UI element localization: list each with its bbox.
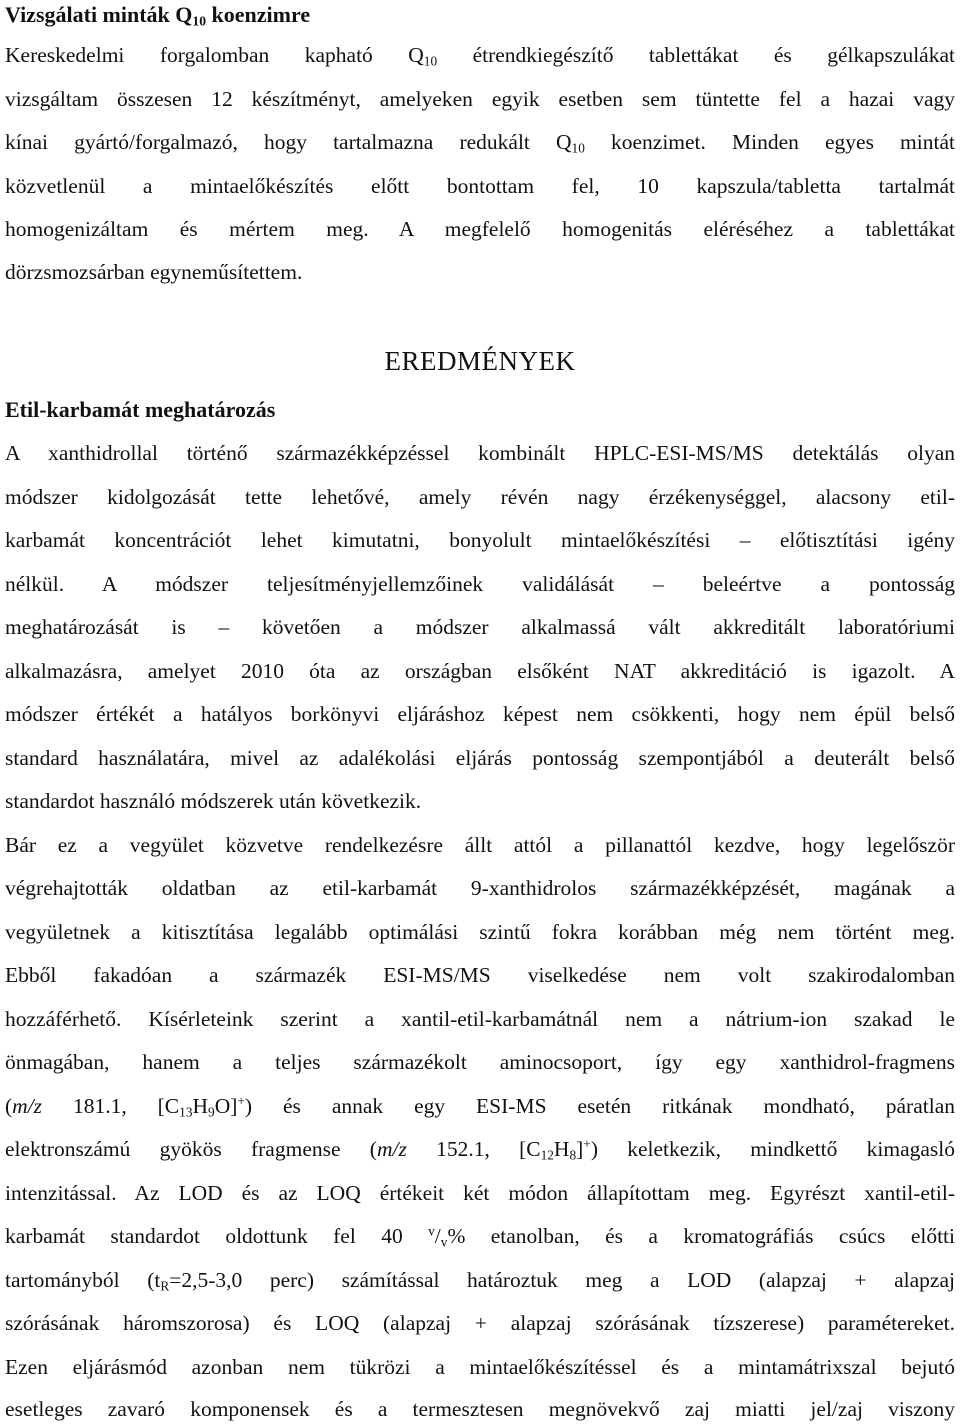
text-line: Ezen eljárásmód azonban nem tükrözi a mintaelőkészítéssel és a mintamátrixszal bejutó — [5, 1355, 955, 1379]
text-line: intenzitással. Az LOD és az LOQ értékeit két módon állapítottam meg. Egyrészt xantil-etil- — [5, 1181, 955, 1205]
text-line: módszer értékét a hatályos borkönyvi eljáráshoz képest nem csökkenti, hogy nem épül belső — [5, 702, 955, 726]
text-line: dörzsmozsárban egyneműsítettem. — [5, 260, 303, 284]
text-line: elektronszámú gyökös fragmense (m/z 152.1, $[C_{12}H_8]^+$) keletkezik, mindkettő kimagasló — [5, 1136, 956, 1163]
subheading-ethyl-carbamate: Etil-karbamát meghatározás — [5, 397, 276, 422]
text-line: végrehajtották oldatban az etil-karbamát 9-xanthidrolos származékképzését, magának a — [5, 876, 955, 900]
text-line: homogenizáltam és mértem meg. A megfelelő homogenitás eléréséhez a tablettákat — [5, 217, 955, 241]
text-line: karbamát koncentrációt lehet kimutatni, bonyolult mintaelőkészítési – előtisztítási igény — [5, 528, 955, 552]
text-line: kínai gyártó/forgalmazó, hogy tartalmazna redukált $Q_{10}$ koenzimet. Minden egyes mintát — [5, 130, 955, 156]
text-line: meghatározását is – követően a módszer alkalmassá vált akkreditált laboratóriumi — [5, 615, 955, 639]
text-line: tartományból ($t_R=2,5-3,0$ perc) számítással határoztuk meg a LOD (alapzaj + alapzaj — [5, 1268, 955, 1294]
text-line: Bár ez a vegyület közvetve rendelkezésre állt attól a pillanattól kezdve, hogy legelőször — [5, 833, 955, 857]
text-line: vizsgáltam összesen 12 készítményt, amelyeken egyik esetben sem tüntette fel a hazai vagy — [5, 87, 955, 111]
text-line: A xanthidrollal történő származékképzéssel kombinált HPLC-ESI-MS/MS detektálás olyan — [5, 441, 955, 465]
text-line: Kereskedelmi forgalomban kapható $Q_{10}$ étrendkiegészítő tablettákat és gélkapszulákat — [5, 43, 955, 69]
section-heading-samples: Vizsgálati minták $Q_{10}$ koenzimre — [5, 2, 311, 29]
text-line: módszer kidolgozását tette lehetővé, amely révén nagy érzékenységgel, alacsony etil- — [5, 485, 955, 509]
text-line: szórásának háromszorosa) és LOQ (alapzaj + alapzaj szórásának tízszerese) paramétereket. — [5, 1311, 955, 1335]
text-line: nélkül. A módszer teljesítményjellemzőinek validálását – beleértve a pontosság — [5, 572, 955, 596]
text-line: (m/z 181.1, $[C_{13}H_9O]^+$) és annak egy ESI-MS esetén ritkának mondható, páratlan — [5, 1093, 955, 1120]
text-line: alkalmazásra, amelyet 2010 óta az országban elsőként NAT akkreditáció is igazolt. A — [5, 659, 955, 683]
text-line: közvetlenül a mintaelőkészítés előtt bontottam fel, 10 kapszula/tabletta tartalmát — [5, 174, 955, 198]
text-line: Ebből fakadóan a származék ESI-MS/MS viselkedése nem volt szakirodalomban — [5, 963, 955, 987]
text-line: vegyületnek a kitisztítása legalább optimálási szintű fokra korábban még nem történt meg. — [5, 920, 955, 944]
text-line: önmagában, hanem a teljes származékolt aminocsoport, így egy xanthidrol-fragmens — [5, 1050, 955, 1074]
text-line: esetleges zavaró komponensek és a termesztesen megnövekvő zaj miatti jel/zaj viszony — [5, 1397, 955, 1421]
text-line: standardot használó módszerek után következik. — [5, 789, 422, 813]
text-line: hozzáférhető. Kísérleteink szerint a xantil-etil-karbamátnál nem a nátrium-ion szakad le — [5, 1007, 955, 1031]
text-line: karbamát standardot oldottunk fel 40 $^v/_v\%$ etanolban, és a kromatográfiás csúcs előtti — [5, 1223, 956, 1250]
results-title: EREDMÉNYEK — [384, 346, 576, 376]
text-line: standard használatára, mivel az adalékolási eljárás pontosság szempontjából a deuterált belső — [5, 746, 955, 770]
